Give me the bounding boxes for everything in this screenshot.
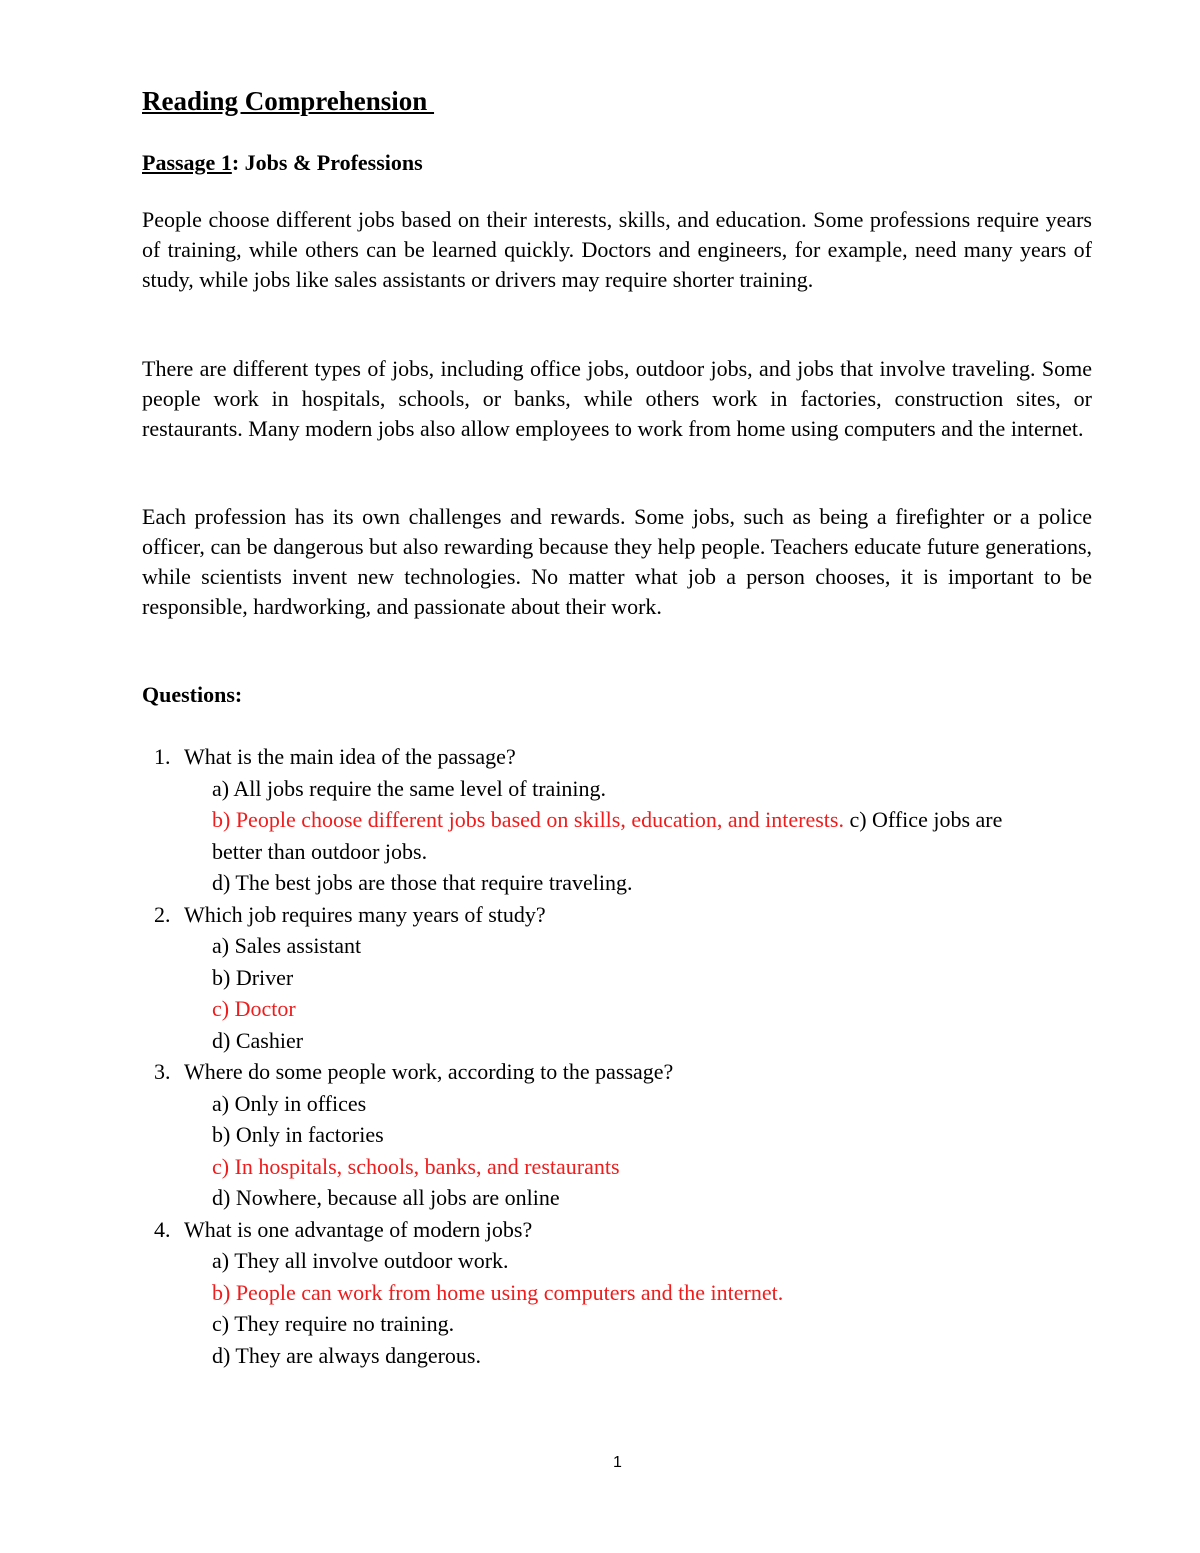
question-2 bbox=[142, 899, 1042, 1057]
passage-label: Passage 1 bbox=[142, 150, 232, 175]
answer-option-c-correct: c) Doctor bbox=[212, 996, 296, 1021]
answer-option-b: b) Driver bbox=[212, 964, 294, 990]
question-text: What is the main idea of the passage? bbox=[184, 744, 516, 769]
answer-options bbox=[176, 930, 1042, 1056]
passage-separator: : bbox=[231, 150, 245, 175]
questions-list bbox=[142, 741, 1042, 1371]
answer-option-b-correct: b) People choose different jobs based on skills, education, and interests. bbox=[212, 807, 844, 832]
answer-options bbox=[176, 773, 1042, 899]
passage-paragraph: People choose different jobs based on their interests, skills, and education. Some professions require years of training, while others can be learned quickly. Doctors and engineers, for example, need many years of study, while jobs like sales assistants or drivers may require shorter training. bbox=[142, 207, 1092, 292]
answer-option-a: a) Sales assistant bbox=[212, 933, 362, 958]
question-number: 4 . bbox=[154, 1214, 176, 1246]
answer-option-d: d) The best jobs are those that require traveling. bbox=[212, 870, 633, 895]
answer-option-c: c) They require no training. bbox=[212, 1311, 455, 1336]
questions-heading: Questions: bbox=[142, 682, 243, 707]
answer-option-c-correct: c) In hospitals, schools, banks, and restaurants bbox=[212, 1153, 620, 1179]
question-3 bbox=[142, 1056, 1042, 1214]
answer-option-c: c) Office jobs are better than outdoor jobs. bbox=[212, 807, 1003, 864]
page-number: 1 bbox=[613, 1454, 622, 1471]
question-text: Where do some people work, according to the passage? bbox=[184, 1059, 674, 1084]
answer-option-d: d) They are always dangerous. bbox=[212, 1342, 481, 1368]
question-number: 3 . bbox=[154, 1056, 176, 1088]
passage-heading bbox=[142, 150, 423, 176]
answer-option-b-correct: b) People can work from home using computers and the internet. bbox=[212, 1279, 784, 1305]
question-4 bbox=[142, 1214, 1042, 1372]
question-number: 2 . bbox=[154, 899, 176, 931]
document-title: Reading Comprehension bbox=[142, 86, 435, 116]
answer-option-a: a) All jobs require the same level of training. bbox=[212, 775, 607, 801]
question-1 bbox=[142, 741, 1042, 899]
passage-paragraph: There are different types of jobs, including office jobs, outdoor jobs, and jobs that involve traveling. Some people work in hospitals, schools, or banks, while others work in factories, construction sites, or restaurants. Many modern jobs also allow employees to work from home using computers and the internet. bbox=[142, 356, 1092, 441]
answer-options bbox=[176, 1088, 1042, 1214]
passage-paragraph: Each profession has its own challenges and rewards. Some jobs, such as being a firefighter or a police officer, can be dangerous but also rewarding because they help people. Teachers educate future generations, while scientists invent new technologies. No matter what job a person chooses, it is important to be responsible, hardworking, and passionate about their work. bbox=[142, 504, 1092, 619]
passage-topic: Jobs & Professions bbox=[244, 150, 423, 175]
answer-option-d: d) Nowhere, because all jobs are online bbox=[212, 1185, 560, 1210]
answer-option-a: a) Only in offices bbox=[212, 1090, 367, 1116]
answer-option-d: d) Cashier bbox=[212, 1027, 304, 1053]
question-text: Which job requires many years of study? bbox=[184, 901, 546, 927]
answer-options bbox=[176, 1245, 1042, 1371]
answer-option-b: b) Only in factories bbox=[212, 1122, 384, 1147]
question-text: What is one advantage of modern jobs? bbox=[184, 1216, 533, 1242]
question-number: 1 . bbox=[154, 741, 176, 773]
answer-option-a: a) They all involve outdoor work. bbox=[212, 1248, 509, 1273]
